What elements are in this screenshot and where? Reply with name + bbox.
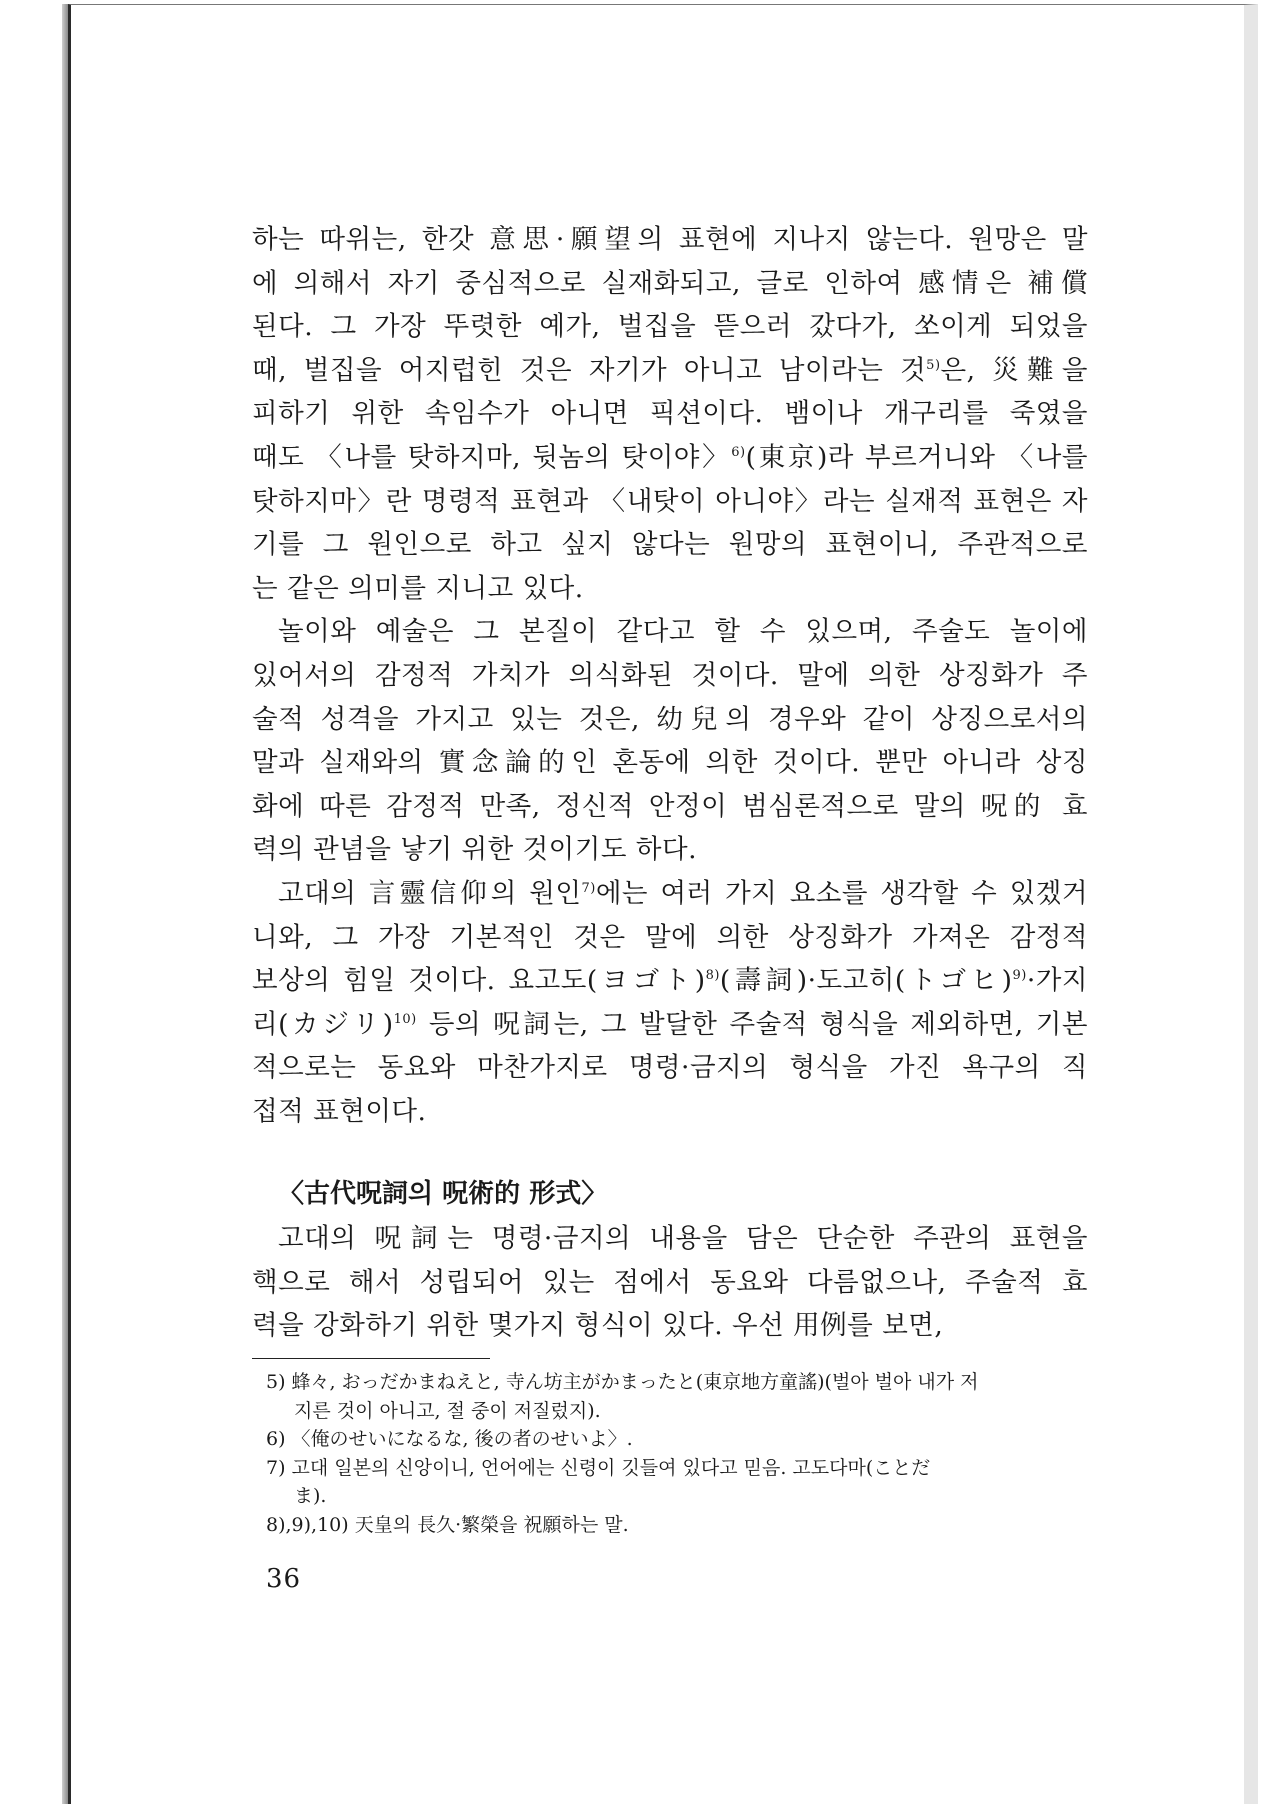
body-line-text: 리(カジリ) [252,1008,394,1040]
body-line: 니와, 그 가장 기본적인 것은 말에 의한 상징화가 가져온 감정적 [252,921,1088,953]
section-line: 핵으로 해서 성립되어 있는 점에서 동요와 다름없으나, 주술적 효 [252,1266,1088,1298]
body-line: 술적 성격을 가지고 있는 것은, 幼兒의 경우와 같이 상징으로서의 [252,703,1088,735]
body-line-text: ·가지 [1026,965,1088,997]
footnote: 지른 것이 아니고, 절 중이 저질렀지). [294,1399,601,1422]
body-line: 놀이와 예술은 그 본질이 같다고 할 수 있으며, 주술도 놀이에 [278,616,1088,648]
body-line: 접적 표현이다. [252,1095,427,1127]
body-line [252,349,1088,393]
body-text [252,218,1088,1348]
section-gap [252,1133,1088,1173]
body-line: 말과 실재와의 實念論的인 혼동에 의한 것이다. 뿐만 아니라 상징 [252,747,1088,779]
page-number: 36 [266,1564,302,1594]
footnote: 7) 고대 일본의 신앙이니, 언어에는 신령이 깃들여 있다고 믿음. 고도다마(ことだ [266,1456,931,1479]
body-line-text: 에는 여러 가지 요소를 생각할 수 있겠거 [595,877,1088,909]
body-line-text: 고대의 言靈信仰의 원인 [278,877,582,909]
body-line: 피하기 위한 속임수가 아니면 픽션이다. 뱀이나 개구리를 죽였을 [252,398,1088,430]
body-line: 에 의해서 자기 중심적으로 실재화되고, 글로 인하여 感情은 補償 [252,267,1088,299]
body-line: 하는 따위는, 한갓 意思·願望의 표현에 지나지 않는다. 원망은 말 [252,224,1088,255]
body-line [252,872,1088,916]
body-line: 기를 그 원인으로 하고 싶지 않다는 원망의 표현이니, 주관적으로 [252,529,1088,561]
section-line: 력을 강화하기 위한 몇가지 형식이 있다. 우선 用例를 보면, [252,1310,944,1342]
body-line: 는 같은 의미를 지니고 있다. [252,572,584,604]
body-line-text: (壽詞)·도고히(トゴヒ) [719,965,1013,997]
footnote: 5) 蜂々, おっだかまねえと, 寺ん坊主がかまったと(東京地方童謠)(벌아 벌아 내가 저 [266,1371,979,1393]
footnote: ま). [294,1485,327,1507]
footnotes [266,1368,1092,1539]
body-line: 화에 따른 감정적 만족, 정신적 안정이 범심론적으로 말의 呪的 효 [252,790,1088,822]
body-line-text: 보상의 힘일 것이다. 요고도(ヨゴト) [252,965,706,997]
footnote-ref-8: 8) [705,968,720,984]
section-heading: 〈古代呪詞의 呪術的 形式〉 [278,1179,608,1210]
body-line [252,959,1088,1003]
body-line: 적으로는 동요와 마찬가지로 명령·금지의 형식을 가진 욕구의 직 [252,1052,1088,1084]
footnote: 8),9),10) 天皇의 長久·繁榮을 祝願하는 말. [266,1513,629,1536]
body-line-text: (東京)라 부르거니와 〈나를 [745,441,1088,473]
body-line: 탓하지마〉란 명령적 표현과 〈내탓이 아니야〉라는 실재적 표현은 자 [252,485,1088,517]
body-line [252,436,1088,480]
body-line: 력의 관념을 낳기 위한 것이기도 하다. [252,834,698,866]
body-line-text: 때도 〈나를 탓하지마, 뒷놈의 탓이야〉 [252,441,732,473]
footnote-ref-5: 5) [926,357,941,373]
footnote-divider [252,1358,490,1359]
footnote: 6) 〈俺のせいになるな, 後の者のせいよ〉. [266,1428,633,1450]
body-line-text: 은, 災難을 [940,354,1089,386]
body-line: 된다. 그 가장 뚜렷한 예가, 벌집을 뜯으러 갔다가, 쏘이게 되었을 [252,311,1088,343]
body-line: 있어서의 감정적 가치가 의식화된 것이다. 말에 의한 상징화가 주 [252,659,1088,691]
footnote-ref-9: 9) [1012,968,1027,984]
section-line: 고대의 呪詞는 명령·금지의 내용을 담은 단순한 주관의 표현을 [278,1223,1088,1255]
body-line-text: 때, 벌집을 어지럽힌 것은 자기가 아니고 남이라는 것 [252,354,927,386]
footnote-ref-6: 6) [731,445,746,461]
footnote-ref-10: 10) [393,1011,417,1027]
body-line [252,1003,1088,1047]
footnote-ref-7: 7) [581,881,596,897]
body-line-text: 등의 呪詞는, 그 발달한 주술적 형식을 제외하면, 기본 [416,1008,1088,1040]
